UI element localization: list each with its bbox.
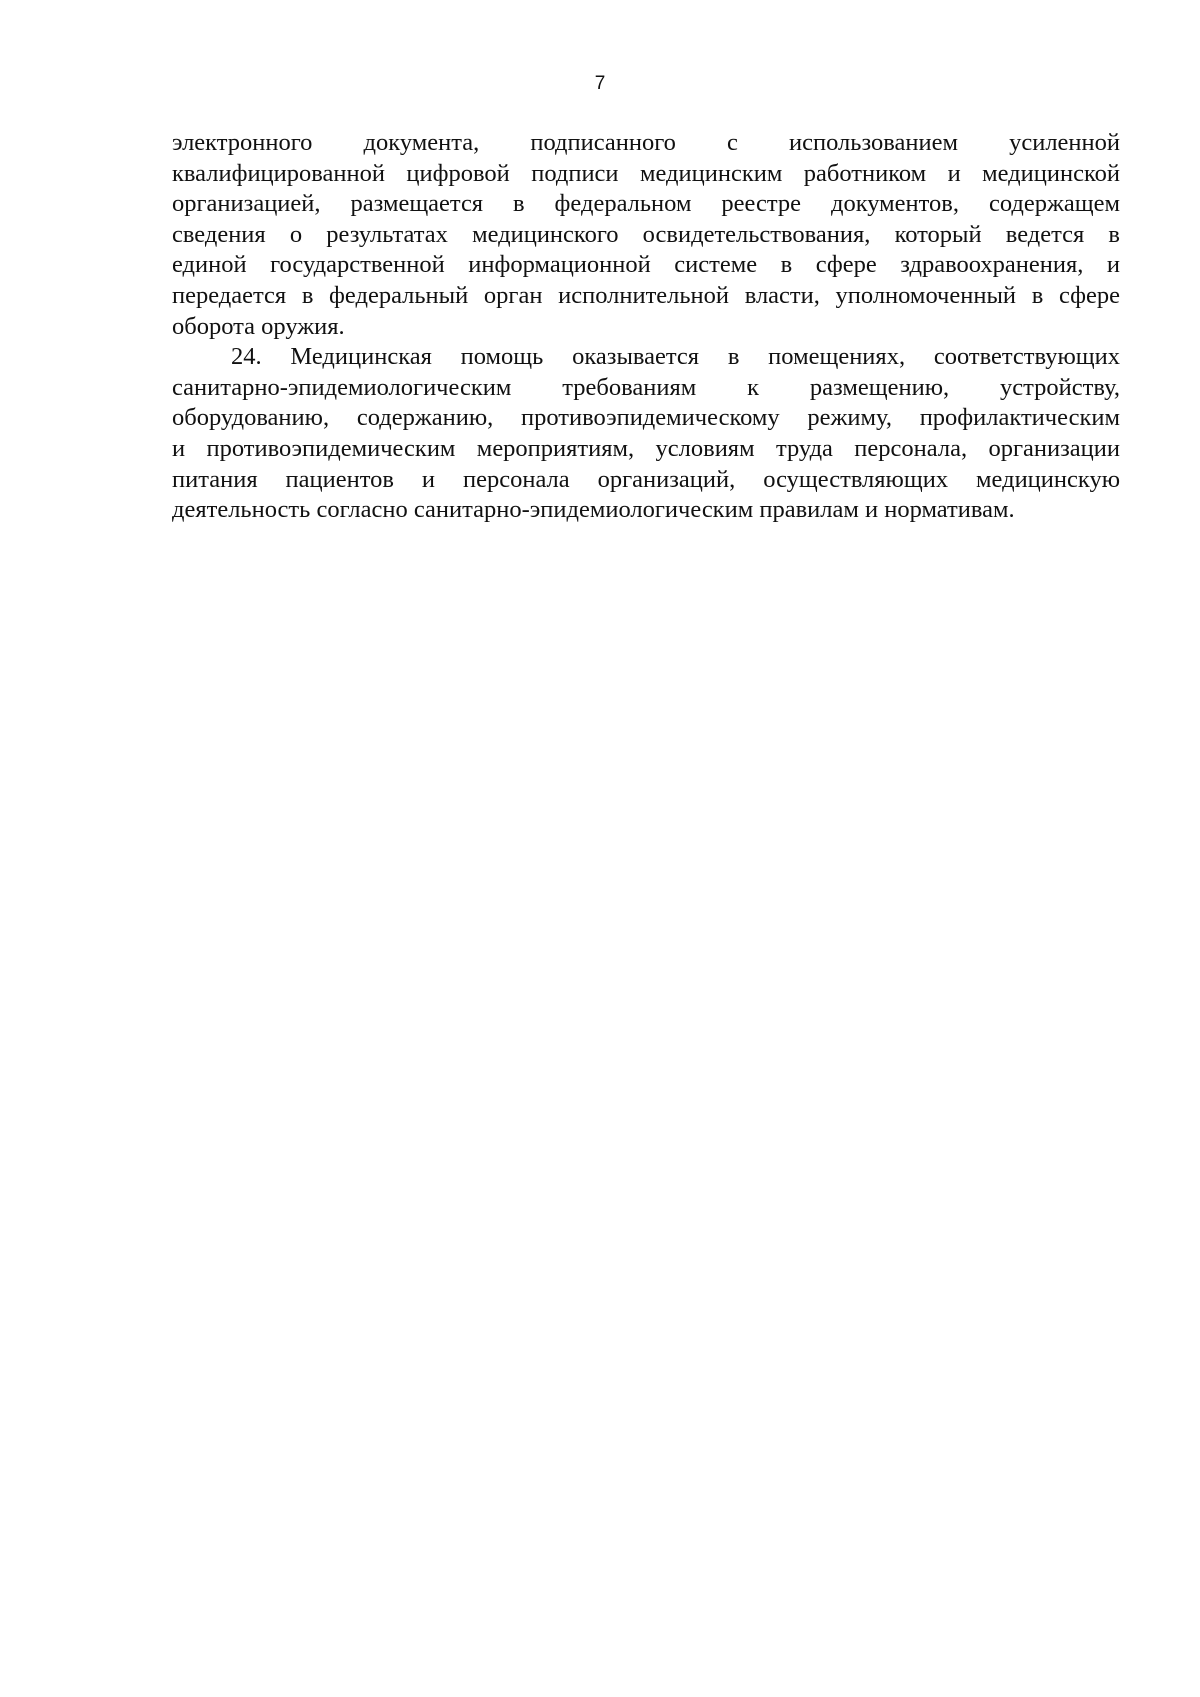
text-line: квалифицированной цифровой подписи медицинским работником и медицинской [172,159,1120,187]
document-body [172,128,1120,526]
text-line: санитарно-эпидемиологическим требованиям к размещению, устройству, [172,373,1120,401]
paragraph-continuation [172,128,1120,342]
text-line: 24. Медицинская помощь оказывается в помещениях, соответствующих [231,343,1120,371]
text-line: передается в федеральный орган исполнительной власти, уполномоченный в сфере [172,281,1120,309]
page-number: 7 [594,73,606,94]
text-line: деятельность согласно санитарно-эпидемиологическим правилам и нормативам. [172,496,1015,524]
text-line: сведения о результатах медицинского освидетельствования, который ведется в [172,220,1120,248]
text-line: организацией, размещается в федеральном реестре документов, содержащем [172,190,1120,218]
text-line: оборота оружия. [172,312,345,340]
paragraph-24 [172,342,1120,526]
text-line: электронного документа, подписанного с использованием усиленной [172,129,1120,156]
text-line: оборудованию, содержанию, противоэпидемическому режиму, профилактическим [172,404,1120,432]
text-line: питания пациентов и персонала организаций, осуществляющих медицинскую [172,465,1120,493]
text-line: и противоэпидемическим мероприятиям, условиям труда персонала, организации [172,434,1120,462]
text-line: единой государственной информационной системе в сфере здравоохранения, и [172,251,1120,279]
